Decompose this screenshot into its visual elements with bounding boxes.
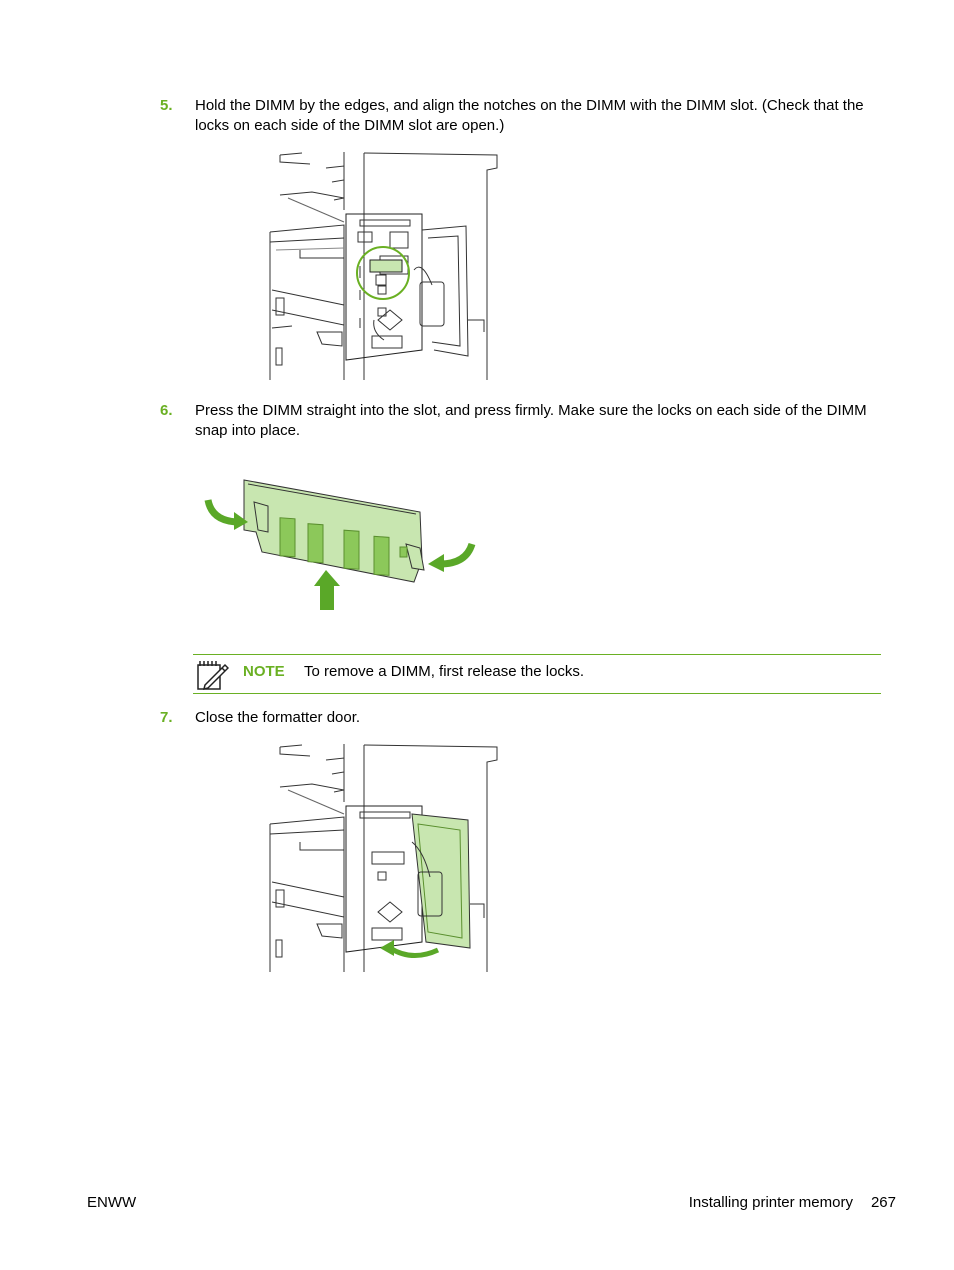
step-number: 7. xyxy=(160,709,173,726)
note-label: NOTE xyxy=(243,663,285,680)
note-pencil-icon xyxy=(195,657,229,691)
step-number: 5. xyxy=(160,97,173,114)
step-text: Close the formatter door. xyxy=(195,709,361,726)
note-text: To remove a DIMM, first release the locks. xyxy=(304,663,585,680)
close-formatter-door-figure xyxy=(262,742,507,974)
step-number: 6. xyxy=(160,402,173,419)
printer-dimm-slot-figure xyxy=(262,150,507,382)
step-text: Press the DIMM straight into the slot, and press firmly. Make sure the locks on each side of the DIMM snap into place. xyxy=(195,402,867,439)
footer-right xyxy=(689,1193,896,1213)
note-box xyxy=(193,654,881,694)
footer-section: Installing printer memory xyxy=(688,1194,853,1211)
footer-left: ENWW xyxy=(87,1194,137,1211)
dimm-press-figure xyxy=(198,472,478,614)
page-number: 267 xyxy=(870,1194,896,1211)
step-text: Hold the DIMM by the edges, and align the notches on the DIMM with the DIMM slot. (Check that the locks on each side of the DIMM slot are open.) xyxy=(195,97,864,134)
